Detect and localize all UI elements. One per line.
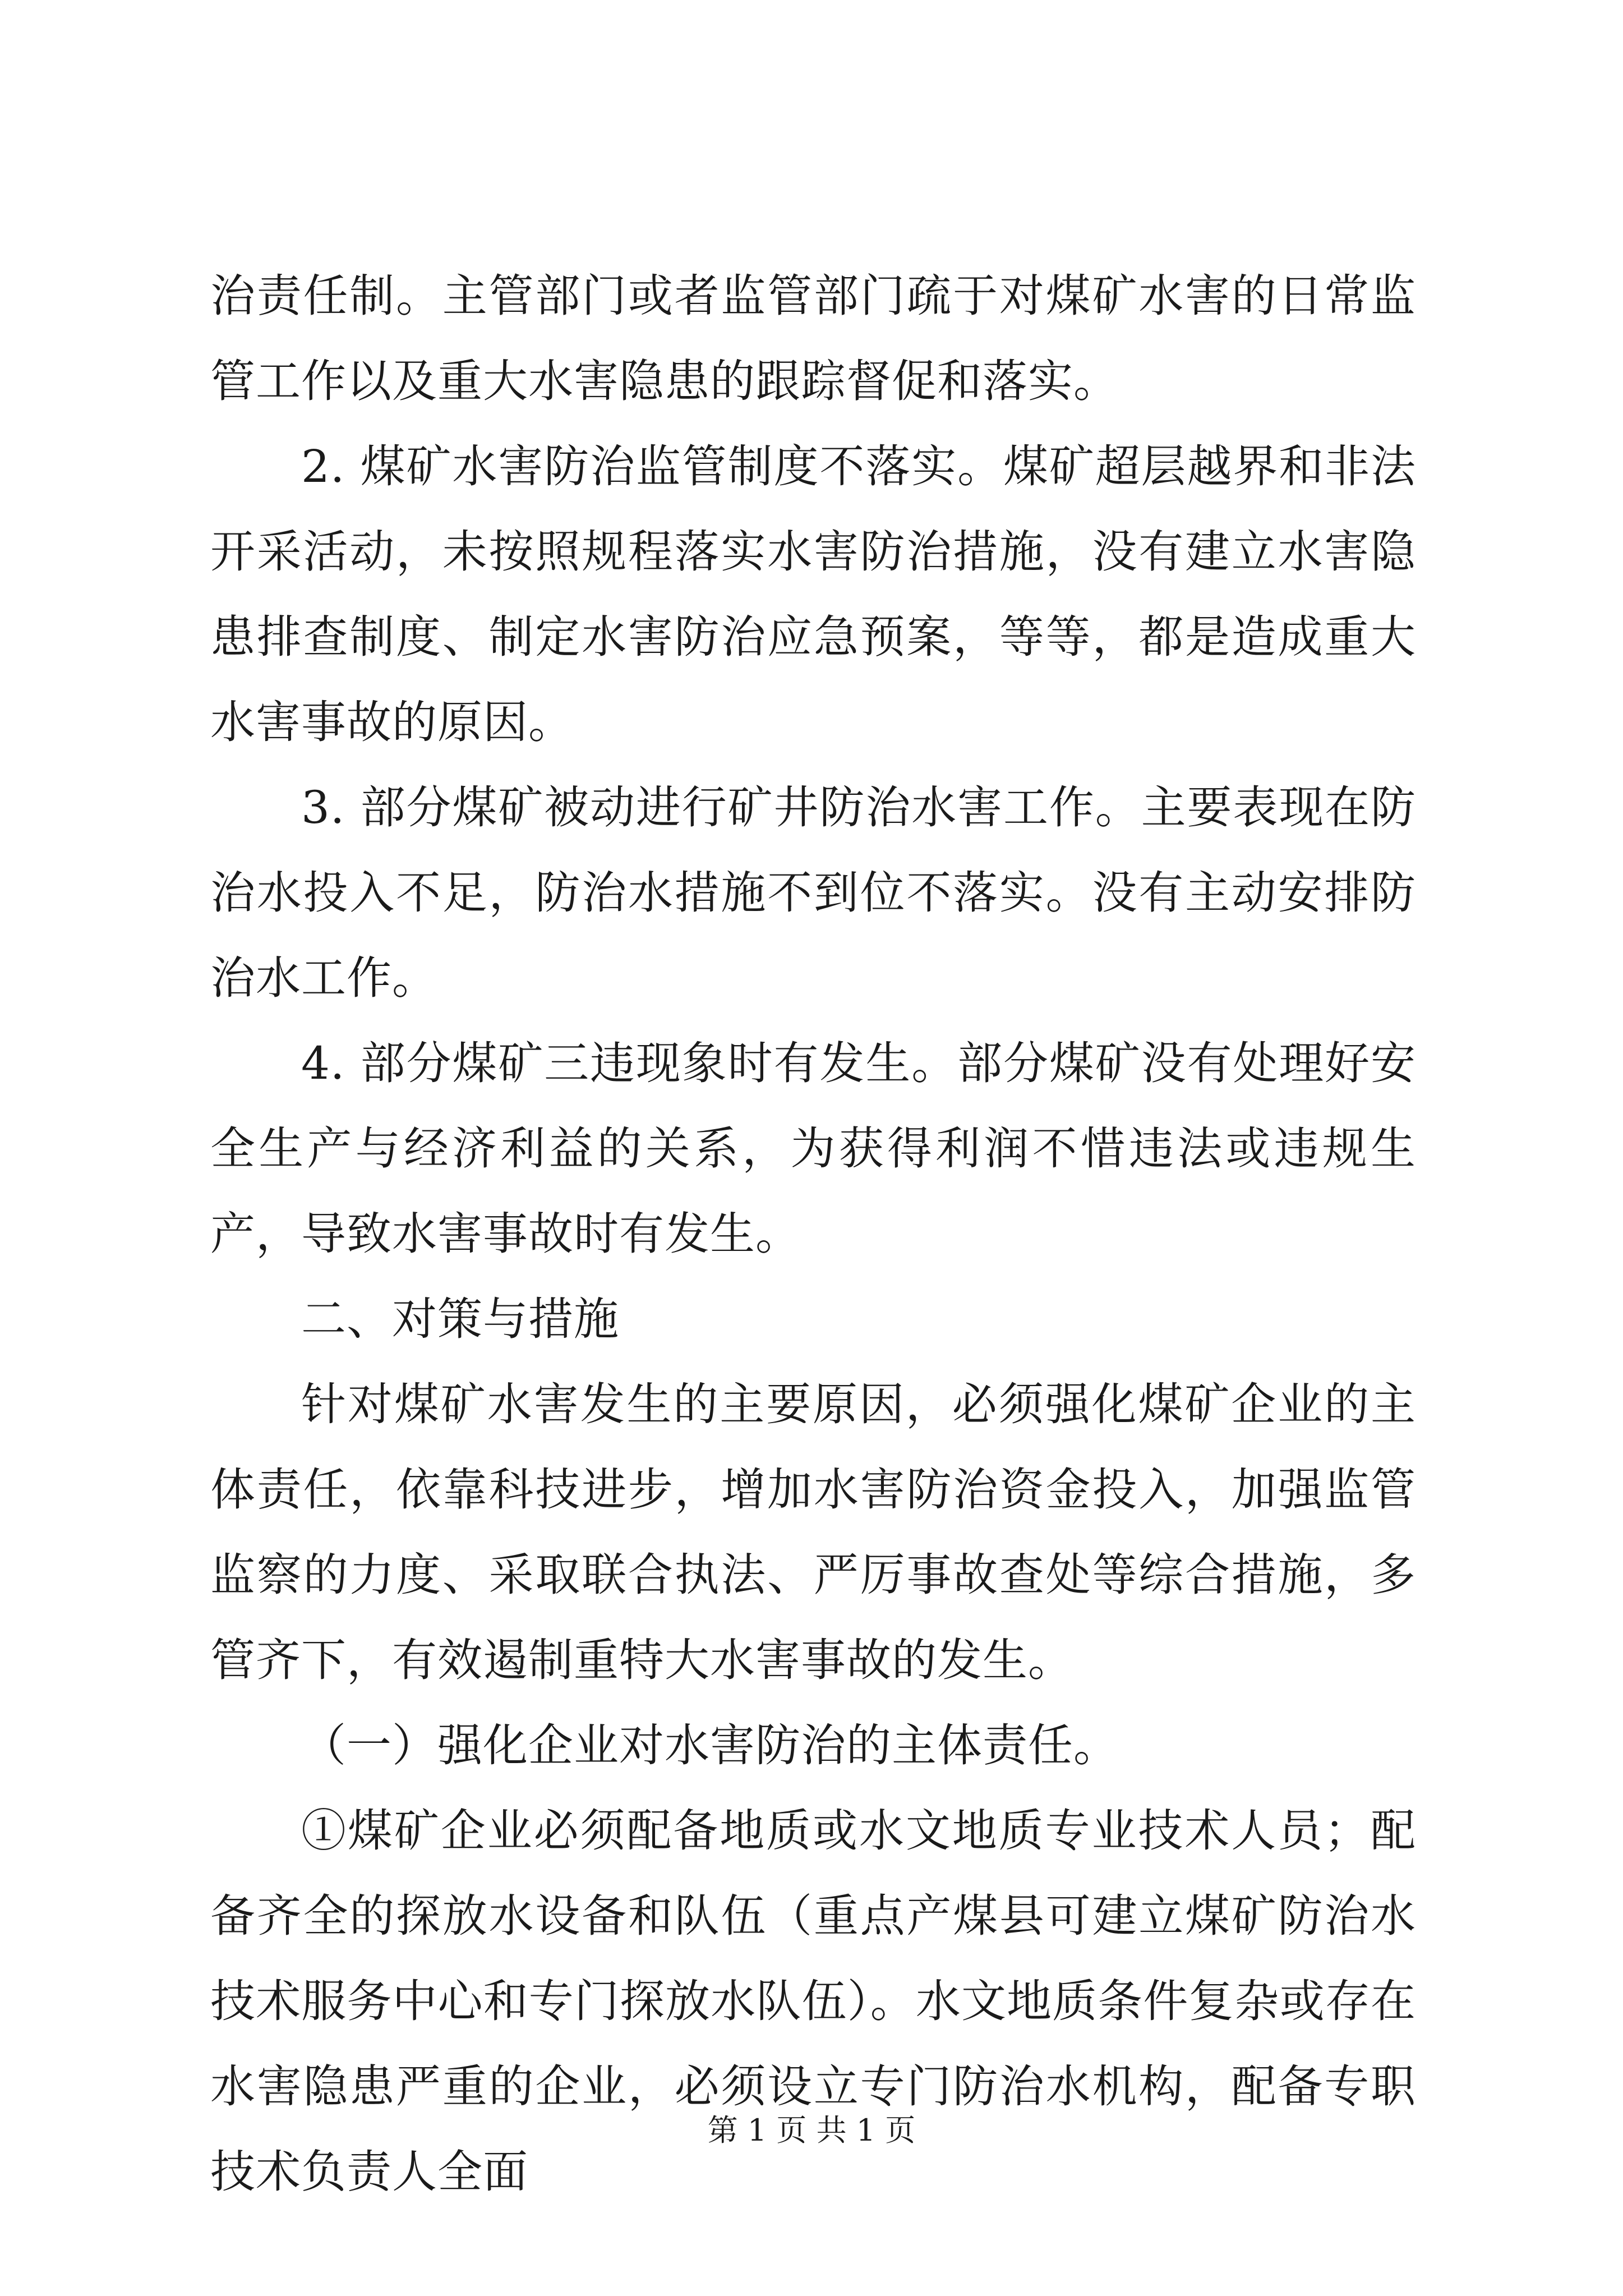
section-heading: 二、对策与措施 <box>301 1293 619 1345</box>
paragraph-measure-1: ①煤矿企业必须配备地质或水文地质专业技术人员；配备齐全的探放水设备和队伍（重点产煤县可建立煤矿防治水技术服务中心和专门探放水队伍）。水文地质条件复杂或存在水害隐患严重的企业，必须设立专门防治水机构，配备专职技术负责人全面 <box>210 1805 1416 2198</box>
paragraph-item-2: 2. 煤矿水害防治监管制度不落实。煤矿超层越界和非法开采活动，未按照规程落实水害防治措施，没有建立水害隐患排查制度、制定水害防治应急预案，等等，都是造成重大水害事故的原因。 <box>210 440 1416 748</box>
paragraph-continuation: 治责任制。主管部门或者监管部门疏于对煤矿水害的日常监管工作以及重大水害隐患的跟踪督促和落实。 <box>210 270 1416 407</box>
paragraph-intro: 针对煤矿水害发生的主要原因，必须强化煤矿企业的主体责任，依靠科技进步，增加水害防治资金投入，加强监管监察的力度、采取联合执法、严厉事故查处等综合措施，多管齐下，有效遏制重特大水害事故的发生。 <box>210 1378 1416 1686</box>
paragraph-item-4: 4. 部分煤矿三违现象时有发生。部分煤矿没有处理好安全生产与经济利益的关系，为获得利润不惜违法或违规生产，导致水害事故时有发生。 <box>210 1037 1416 1260</box>
page-footer: 第 1 页 共 1 页 <box>707 2113 916 2148</box>
document-body <box>210 254 1416 2215</box>
paragraph-item-3: 3. 部分煤矿被动进行矿井防治水害工作。主要表现在防治水投入不足，防治水措施不到位不落实。没有主动安排防治水工作。 <box>210 781 1416 1004</box>
subsection-heading: （一）强化企业对水害防治的主体责任。 <box>301 1719 1119 1772</box>
